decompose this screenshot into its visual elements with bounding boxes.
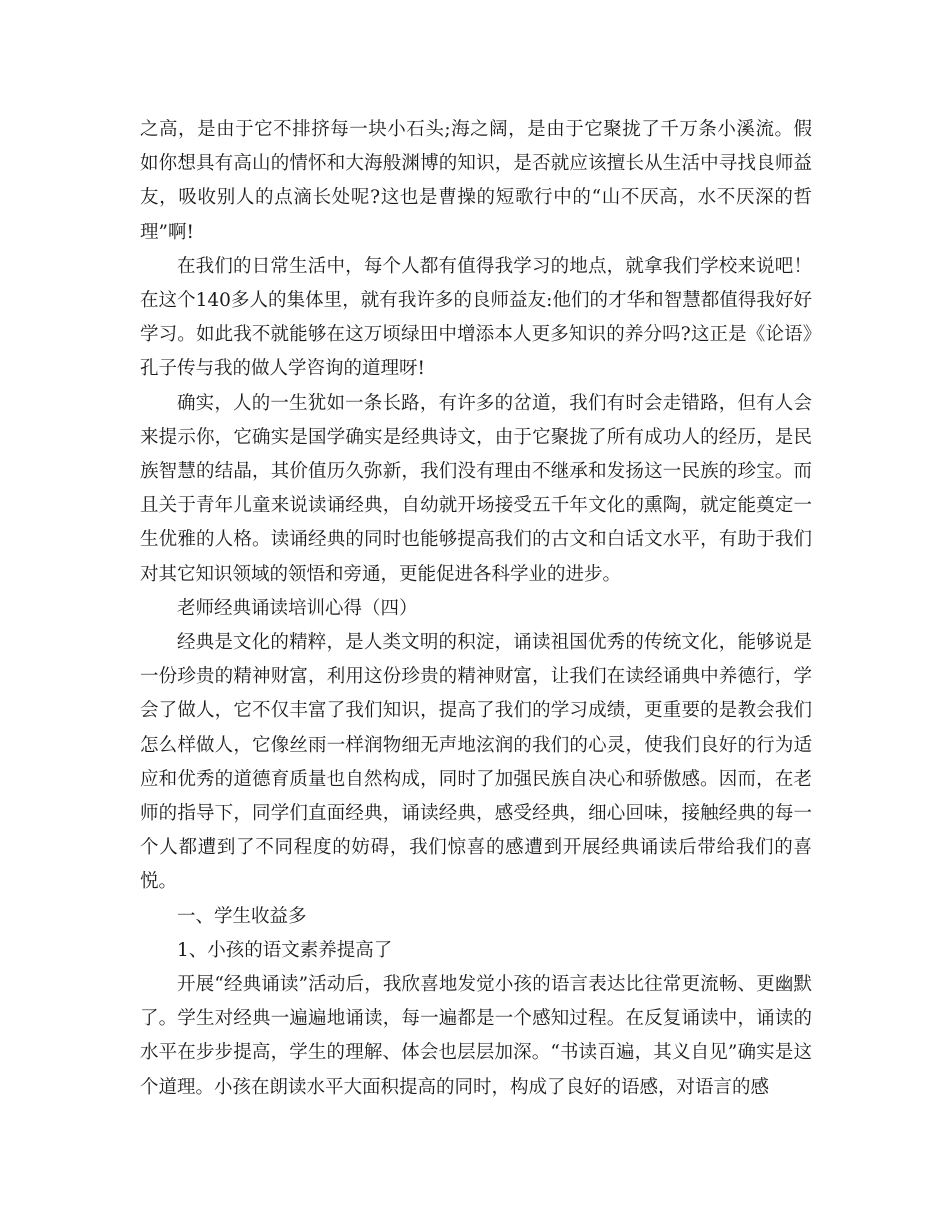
subsection-heading: 一、学生收益多 [177,905,307,927]
section-heading: 老师经典诵读培训心得（四） [177,597,418,619]
paragraph: 在我们的日常生活中，每个人都有值得我学习的地点，就拿我们学校来说吧！在这个140多人的集体里，就有我许多的良师益友:他们的才华和智慧都值得我好好学习。如此我不就能够在这万顷绿田中增添本人更多知识的养分吗?这正是《论语》孔子传与我的做人学咨询的道理呀! [140,255,812,380]
paragraph-continuation: 之高，是由于它不排挤每一块小石头;海之阔，是由于它聚拢了千万条小溪流。假如你想具有高山的情怀和大海般渊博的知识，是否就应该擅长从生活中寻找良师益友，吸收别人的点滴长处呢?这也是曹操的短歌行中的“山不厌高，水不厌深的哲理”啊! [140,119,812,243]
paragraph: 经典是文化的精粹，是人类文明的积淀，诵读祖国优秀的传统文化，能够说是一份珍贵的精神财富，利用这份珍贵的精神财富，让我们在读经诵典中养德行，学会了做人，它不仅丰富了我们知识，提高了我们的学习成绩，更重要的是教会我们怎么样做人，它像丝雨一样润物细无声地泫润的我们的心灵，使我们良好的行为适应和优秀的道德育质量也自然构成，同时了加强民族自决心和骄傲感。因而，在老师的指导下，同学们直面经典，诵读经典，感受经典，细心回味，接触经典的每一个人都遭到了不同程度的妨碍，我们惊喜的感遭到开展经典诵读后带给我们的喜悦。 [140,632,812,893]
document-body [140,113,812,1105]
paragraph: 开展“经典诵读”活动后，我欣喜地发觉小孩的语言表达比往常更流畅、更幽默了。学生对经典一遍遍地诵读，每一遍都是一个感知过程。在反复诵读中，诵读的水平在步步提高，学生的理解、体会也层层加深。“书读百遍，其义自见”确实是这个道理。小孩在朗读水平大面积提高的同时，构成了良好的语感，对语言的感 [140,974,812,1098]
subsection-heading: 1、小孩的语文素养提高了 [177,939,393,961]
paragraph: 确实，人的一生犹如一条长路，有许多的岔道，我们有时会走错路，但有人会来提示你，它确实是国学确实是经典诗文，由于它聚拢了所有成功人的经历，是民族智慧的结晶，其价值历久弥新，我们没有理由不继承和发扬这一民族的珍宝。而且关于青年儿童来说读诵经典，自幼就开场接受五千年文化的熏陶，就定能奠定一生优雅的人格。读诵经典的同时也能够提高我们的古文和白话文水平，有助于我们对其它知识领域的领悟和旁通，更能促进各科学业的进步。 [140,392,812,585]
